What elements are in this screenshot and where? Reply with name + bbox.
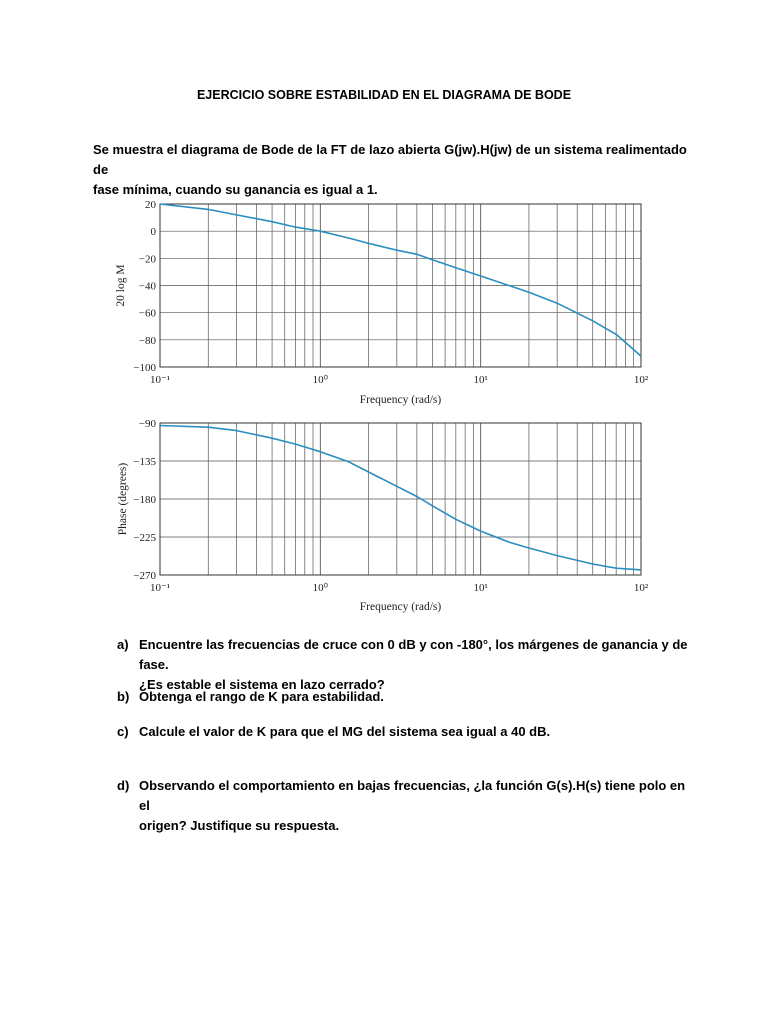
question-line: Observando el comportamiento en bajas frecuencias, ¿la función G(s).H(s) tiene polo en el [139, 778, 686, 813]
x-tick-label: 10² [633, 374, 649, 386]
question-line: Obtenga el rango de K para estabilidad. [139, 689, 384, 704]
x-tick-label: 10⁻¹ [149, 582, 171, 594]
question-letter: a) [117, 637, 129, 652]
question-letter: b) [117, 689, 130, 704]
x-tick-label: 10¹ [473, 374, 488, 386]
y-tick-label: 0 [150, 226, 156, 239]
series-line [160, 426, 641, 570]
x-tick-label: 10⁰ [312, 582, 329, 594]
intro-line: Se muestra el diagrama de Bode de la FT de lazo abierta G(jw).H(jw) de un sistema realimentado de [93, 142, 687, 177]
y-tick-label: −225 [133, 532, 156, 544]
magnitude-chart [0, 190, 768, 410]
y-tick-label: −100 [133, 362, 156, 374]
phase-chart [0, 410, 768, 620]
question-line: Calcule el valor de K para que el MG del sistema sea igual a 40 dB. [139, 724, 551, 739]
y-tick-label: −60 [138, 307, 156, 320]
x-axis-label: Frequency (rad/s) [359, 601, 442, 613]
y-axis-label: Phase (degrees) [117, 462, 129, 536]
series-line [160, 204, 641, 356]
x-tick-label: 10⁰ [312, 374, 329, 386]
y-tick-label: −180 [133, 494, 156, 506]
data-points [160, 425, 641, 570]
question-line: Encuentre las frecuencias de cruce con 0 dB y con -180°, los márgenes de ganancia y de fase. [139, 637, 688, 672]
y-tick-label: −270 [133, 570, 156, 582]
x-axis-label: Frequency (rad/s) [359, 394, 442, 406]
data-points [160, 204, 641, 356]
question-line: ¿Es estable el sistema en lazo cerrado? [139, 677, 385, 692]
y-tick-label: −90 [138, 418, 156, 430]
y-tick-label: −40 [138, 280, 156, 293]
y-tick-label: −80 [138, 334, 156, 347]
y-tick-label: −135 [133, 456, 156, 468]
intro-line: fase mínima, cuando su ganancia es igual a 1. [93, 182, 378, 197]
y-tick-label: −20 [138, 253, 156, 266]
question-letter: c) [117, 724, 129, 739]
x-tick-label: 10¹ [473, 582, 488, 594]
question-line: origen? Justifique su respuesta. [139, 818, 340, 833]
x-tick-label: 10⁻¹ [149, 374, 171, 386]
question-letter: d) [117, 778, 130, 793]
y-axis-label: 20 log M [115, 264, 127, 307]
horizontal-gridlines [160, 423, 641, 575]
y-tick-label: 20 [145, 199, 156, 211]
horizontal-gridlines [160, 204, 641, 367]
x-tick-label: 10² [633, 582, 649, 594]
page-title: EJERCICIO SOBRE ESTABILIDAD EN EL DIAGRAMA DE BODE [196, 88, 572, 102]
